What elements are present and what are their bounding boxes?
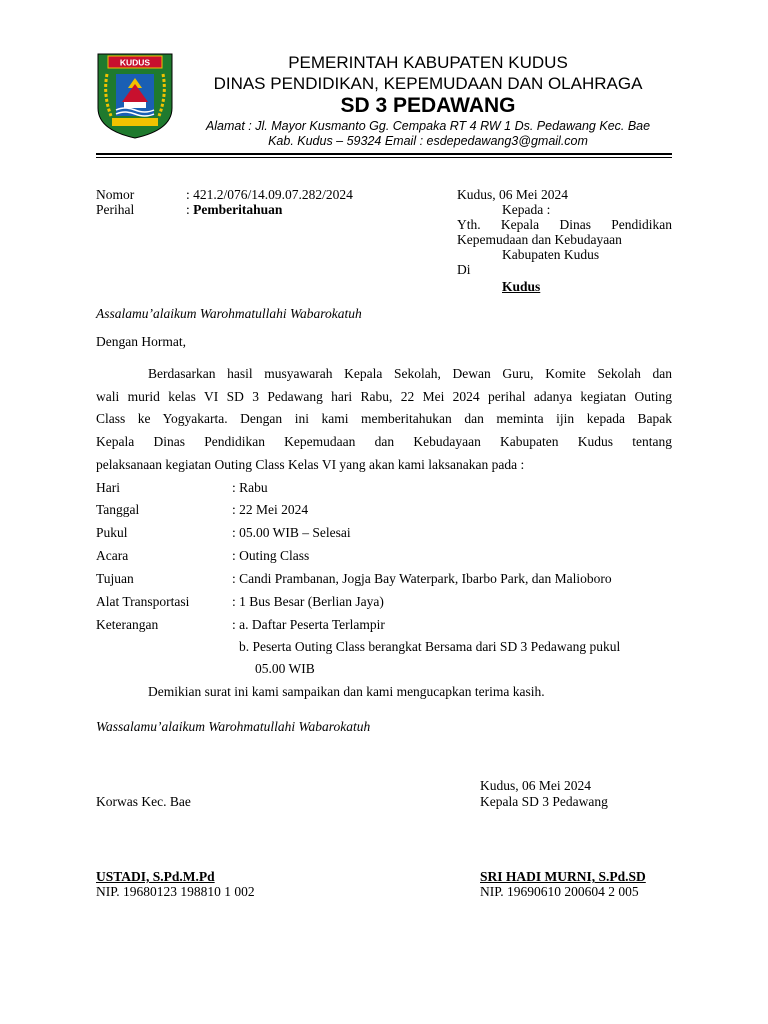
letter-date: Kudus, 06 Mei 2024 [457, 187, 568, 202]
address-line-2: Kab. Kudus – 59324 Email : esdepedawang3@gmail.com [268, 134, 588, 148]
paragraph-line-5: pelaksanaan kegiatan Outing Class Kelas VI yang akan kami laksanakan pada : [96, 457, 525, 472]
header-rule-thick [96, 153, 672, 155]
paragraph-line-2: wali murid kelas VI SD 3 Pedawang hari Rabu, 22 Mei 2024 perihal adanya kegiatan Outing [96, 389, 672, 404]
recipient-line-2: Kepemudaan dan Kebudayaan [457, 232, 622, 247]
right-signatory-title: Kepala SD 3 Pedawang [480, 794, 608, 809]
detail-label-acara: Acara [96, 548, 129, 563]
wassalam: Wassalamu’alaikum Warohmatullahi Wabarokatuh [96, 719, 371, 734]
right-signatory-name: SRI HADI MURNI, S.Pd.SD [480, 869, 646, 884]
gov-name: PEMERINTAH KABUPATEN KUDUS [288, 53, 568, 72]
recipient-line-3: Kabupaten Kudus [502, 247, 600, 262]
detail-value-tanggal: : 22 Mei 2024 [232, 502, 309, 517]
perihal-field [186, 202, 282, 218]
detail-label-pukul: Pukul [96, 525, 128, 540]
detail-label-keterangan: Keterangan [96, 617, 159, 632]
keterangan-b-line-2: 05.00 WIB [255, 661, 315, 676]
address-line-1: Alamat : Jl. Mayor Kusmanto Gg. Cempaka RT 4 RW 1 Ds. Pedawang Kec. Bae [205, 119, 651, 133]
perihal-colon: : [186, 202, 194, 217]
detail-value-acara: : Outing Class [232, 548, 310, 563]
detail-value-transportasi: : 1 Bus Besar (Berlian Jaya) [232, 594, 384, 609]
left-signatory-nip: NIP. 19680123 198810 1 002 [96, 884, 255, 899]
detail-label-tanggal: Tanggal [96, 502, 140, 517]
nomor-value: : 421.2/076/14.09.07.282/2024 [186, 187, 353, 202]
detail-value-tujuan: : Candi Prambanan, Jogja Bay Waterpark, Ibarbo Park, dan Malioboro [232, 571, 612, 586]
detail-value-hari: : Rabu [232, 480, 268, 495]
recipient-line-1: Yth. Kepala Dinas Pendidikan [457, 217, 672, 232]
paragraph-line-3: Class ke Yogyakarta. Dengan ini kami memberitahukan dan meminta ijin kepada Bapak [96, 411, 672, 426]
header-rule-thin [96, 157, 672, 158]
perihal-value: Pemberitahuan [193, 202, 283, 217]
right-signatory-nip: NIP. 19690610 200604 2 005 [480, 884, 639, 899]
closing-sentence: Demikian surat ini kami sampaikan dan kami mengucapkan terima kasih. [148, 684, 545, 699]
detail-label-hari: Hari [96, 480, 120, 495]
perihal-label: Perihal [96, 202, 135, 217]
recipient-city: Kudus [502, 279, 541, 294]
signature-date: Kudus, 06 Mei 2024 [480, 778, 591, 793]
salam: Assalamu’alaikum Warohmatullahi Wabarokatuh [96, 306, 362, 321]
school-name: SD 3 PEDAWANG [340, 94, 516, 117]
recipient-di: Di [457, 262, 471, 277]
keterangan-b-line-1: b. Peserta Outing Class berangkat Bersama dari SD 3 Pedawang pukul [239, 639, 621, 654]
paragraph-line-4: Kepala Dinas Pendidikan Kepemudaan dan Kebudayaan Kabupaten Kudus tentang [96, 434, 672, 449]
logo-text: KUDUS [119, 57, 151, 68]
detail-label-tujuan: Tujuan [96, 571, 134, 586]
kepada: Kepada : [502, 202, 551, 217]
left-signatory-name: USTADI, S.Pd.M.Pd [96, 869, 215, 884]
department-name: DINAS PENDIDIKAN, KEPEMUDAAN DAN OLAHRAGA [213, 74, 643, 93]
left-signatory-title: Korwas Kec. Bae [96, 794, 191, 809]
paragraph-line-1: Berdasarkan hasil musyawarah Kepala Sekolah, Dewan Guru, Komite Sekolah dan [148, 366, 672, 381]
detail-value-pukul: : 05.00 WIB – Selesai [232, 525, 351, 540]
detail-label-transportasi: Alat Transportasi [96, 594, 190, 609]
kudus-coat-of-arms-logo [94, 50, 176, 140]
detail-value-keterangan: : a. Daftar Peserta Terlampir [232, 617, 385, 632]
nomor-label: Nomor [96, 187, 135, 202]
dengan-hormat: Dengan Hormat, [96, 334, 186, 349]
